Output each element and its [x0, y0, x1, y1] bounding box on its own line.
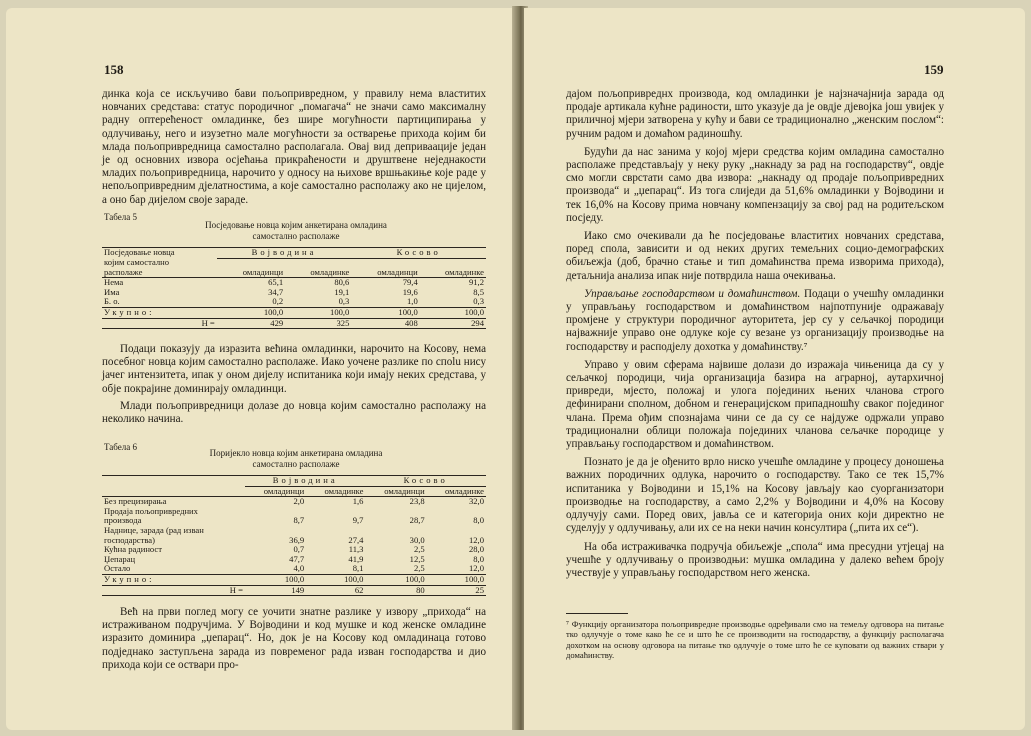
table6-n-row: [102, 585, 486, 596]
table5-sub-2: омладинци: [351, 268, 419, 278]
table5-cell: 100,0: [351, 308, 419, 319]
table6-row-label: Укупно:: [102, 574, 245, 585]
left-para4-text: Већ на први поглед могу се уочити знатне разлике у извору „прихода“ на истраживаном подручјима. У Војводини и код мушке и код женске омладине изразито доминира „џепарац“. Но, док је на Косову код омладинаца готово подједнако заступљена зарада из повременог рада изван господарства и дио прихода који се оствари про-: [102, 606, 486, 671]
table6-sub-0: омладинци: [245, 486, 306, 497]
table5-caption-line1: Посједовање новца којим анкетирана омладина: [205, 220, 387, 230]
table6-header-row: [102, 476, 486, 487]
table5-n-0: 429: [217, 318, 285, 329]
table6-cell: 2,5: [413, 563, 425, 574]
table5-row: [102, 297, 486, 307]
table5-caption: [156, 220, 436, 241]
table5-cell: 0,3: [473, 296, 484, 307]
table6-cell: 2,0: [293, 496, 305, 507]
table5-cell: 100,0: [285, 308, 351, 319]
table6-cell: 8,0: [473, 515, 484, 526]
table5-sub-0: омладинци: [217, 268, 285, 278]
table6-cell: 12,0: [468, 534, 484, 545]
table6-cell: 11,3: [348, 544, 364, 555]
right-para6-text: Познато је да је ођенито врло ниско учешће омладине у процесу доношења важних породичних одлука, нарочито о господарству. Тако се тек 15,7% испитаника у Војводини и 15,1% на Косову јављају као суорганизатори производње на господарству, а само 2,2% у Војводини и 4,0% на Косову одлучују сами. Поред ових, јавља се и категорија оних који директно не суделују у одлучивању, али их се на неки начин консултира („пита их се“).: [566, 456, 944, 535]
table6-row-label: производа: [104, 515, 142, 526]
table5-header-col2: којим самостално: [104, 257, 170, 268]
right-para5-text: Управо у овим сферама највише долази до изражаја чињеница да су у сељачкој породици, чија организација базира на аграрној, аутархичној привреди, мјесто, положај и улога појединих њених чланова строго дефинирани сполном, добном и генерацијском припадношћу сваког појединог члана. Према ођим спознајама чини се да су се најдуже одржали управо традиционални облици положаја појединих чланова сељачке породице у управљању господарством и домаћинством.: [566, 358, 944, 451]
table6-caption-line2: самостално располаже: [252, 458, 340, 469]
table6-cell: 2,5: [413, 544, 425, 555]
table6-sub-1: омладинке: [306, 486, 365, 497]
left-page: [6, 8, 518, 730]
table6-row-label: Без прецизирања: [104, 496, 167, 507]
right-para4: [566, 288, 944, 354]
left-para2-text: Подаци показују да изразита већина омладинки, нарочито на Косову, нема посебног новца којим самостално располаже. Иако уочене разлике по спolu нису јачег интензитета, ипак у оном дијелу испитаника који имају неких средстава, у обје покрајине доминирају омладинци.: [102, 343, 486, 395]
right-para7-text: На оба истраживачка подручја обиљежје „спола“ има пресудни утјецај на учешће у одлучивању о производњи: мушка омладина у далеко већем броју учествује у управљању господарством него женска.: [566, 540, 944, 579]
table5-subheader-row: [102, 268, 486, 278]
table6-row-label: Џепарац: [104, 553, 136, 564]
table5-sub-3: омладинке: [420, 268, 486, 278]
table6-cell: 23,8: [409, 496, 425, 507]
table6-cell: 28,7: [409, 515, 425, 526]
right-page: [524, 8, 1025, 730]
right-text-block: [566, 88, 944, 580]
table6-cell: 36,9: [289, 534, 305, 545]
table6-region1: Војводина: [245, 476, 365, 487]
table6-cell: 100,0: [427, 574, 486, 585]
table6-caption: [156, 448, 436, 469]
table6-row-label: Продаја пољопривредних: [104, 505, 198, 516]
table6-row-label: господарства): [104, 534, 155, 545]
table5-caption-line2: самостално располаже: [252, 230, 340, 241]
table6-cell: 0,7: [293, 544, 305, 555]
table5-row-label: Б. о.: [104, 296, 120, 307]
table6-n-3: 25: [427, 585, 486, 596]
table5-header-col3: располаже: [102, 268, 217, 278]
right-para1-text: дајом пољопривреднх производа, код омладинки је најзначајнија зарада од продаје артикала кућне радиности, што указује да је овдје дјевојка још увијек у приличној мјери затворена у кућу и бави се традиционално „женским послом“: ручним радом и домаћом радиношћу.: [566, 88, 944, 140]
table5-cell: 0,2: [272, 296, 284, 307]
table6-n-1: 62: [306, 585, 365, 596]
table5-cell: 79,4: [402, 277, 418, 288]
page-number-left: 158: [104, 62, 124, 77]
table5-n-row: [102, 318, 486, 329]
right-para4-text: Подаци о учешћу омладинки у управљању господарством и домаћинством најпотпуније одражавају промјене у структури породичног ауторитета, јер су у сељачкој породици најважније управо оне одлуке које су везане уз организацију производње на господарству и расподјелу дохотка у домаћинству.⁷: [566, 287, 944, 353]
left-para1-text: динка која се искључиво бави пољопривредном, у правилу нема властитих новчаних средстава: статус породичног „помагача“ не значи само максималну радну оптерећеност омладинке, без шире могућности партиципирања у одлучивању, него и изузетно мале могућности за остварење прихода којим би млада пољопривредница самостално располагала. Овај вид деприваације један је од основних извора осјећања прикраћености и друштвене неједнакости младих пољопривредница, нарочито у односу на њихове вршњакиње које раде у непољопривредним дјелатностима, а које самостално располажу ако не цијелом, а оно бар дијелом своје зараде.: [102, 88, 486, 206]
table5-row-label: Има: [104, 286, 120, 297]
table6-cell: 12,0: [468, 563, 484, 574]
right-para2-text: Будући да нас занима у којој мјери средства којим омладина самостално располаже представљају у неку руку „накнаду за рад на господарству“, овдје смо могли сврстати само два извора: „накнаду од продаје пољопривредних производа“ и „џепарац“. Из тога слиједи да 51,6% омладинки у Војводини и тек 16,0% на Косову прима новчану компензацију за свој рад на родитељском посједу.: [566, 145, 944, 224]
left-para3-text: Млади пољопривредници долазе до новца којим самостално располажу на неколико начина.: [102, 399, 486, 426]
table5-n-label: Н =: [102, 318, 217, 329]
footnote: ⁷ Функцију организатора пољопривредне производње одређивали смо на темељу одговора на питање тко одлучује о томе како ће се и што ће се производити на господарству, а функцију располагача дохотком на основу одговора на питање тко одлучује о томе што ће се куповати од важних ствари у домаћинству.: [566, 619, 944, 661]
table6-cell: 100,0: [306, 574, 365, 585]
table5-row: [102, 278, 486, 288]
table6-cell: 8,0: [473, 553, 484, 564]
right-para4-heading: Управљање господарством и домаћинством.: [584, 287, 801, 300]
table5: [102, 247, 486, 329]
table6-cell: 100,0: [245, 574, 306, 585]
table5-header-row2: [102, 258, 486, 268]
table5-label: Табела 5: [104, 212, 137, 222]
table6: [102, 475, 486, 596]
table6-n-0: 149: [245, 585, 306, 596]
table6-cell: 32,0: [468, 496, 484, 507]
table5-n-3: 294: [420, 318, 486, 329]
table6-row-label: Наднице, зарада (рад изван: [104, 524, 204, 535]
table6-cell: 30,0: [409, 534, 425, 545]
table6-cell: 9,7: [352, 515, 364, 526]
table5-cell: 91,2: [468, 277, 484, 288]
table5-n-2: 408: [351, 318, 419, 329]
table5-cell: 1,0: [407, 296, 418, 307]
table6-cell: 1,6: [352, 496, 364, 507]
table6-cell: 41,9: [348, 553, 364, 564]
table6-sub-2: омладинци: [365, 486, 426, 497]
table6-subheader-row: [102, 486, 486, 497]
table6-row-label: Кућна радиност: [104, 544, 163, 555]
table5-row: [102, 288, 486, 298]
footnote-divider: [566, 613, 628, 614]
left-paragraph-1: [102, 88, 486, 207]
table5-row-label: Нема: [104, 277, 124, 288]
table6-cell: 47,7: [289, 553, 305, 564]
table6-n-label: Н =: [102, 585, 245, 596]
table5-sub-1: омладинке: [285, 268, 351, 278]
table5-row-label: Укупно:: [102, 308, 217, 319]
table6-cell: 4,0: [293, 563, 305, 574]
table6-cell: 8,1: [352, 563, 364, 574]
table5-cell: 19,6: [402, 286, 418, 297]
table6-n-2: 80: [365, 585, 426, 596]
table6-region2: Косово: [365, 476, 486, 487]
right-para3-text: Иако смо очекивали да ће посједовање властитих новчаних средстава, поред спола, зависити и од неких других темељних социо-демографских обиљежја (доб, брачно стање и тип домаћинства према изворима прихода), детаљнија анализа ипак није потврдила наша очекивања.: [566, 230, 944, 282]
table5-cell: 34,7: [268, 286, 284, 297]
left-paragraph-4: [102, 606, 486, 672]
table5-n-1: 325: [285, 318, 351, 329]
table6-row: [102, 564, 486, 574]
page-number-right: 159: [924, 62, 944, 77]
table5-cell: 0,3: [338, 296, 350, 307]
table5-cell: 65,1: [268, 277, 284, 288]
table5-region1: Војводина: [217, 248, 352, 259]
table5-cell: 80,6: [334, 277, 350, 288]
table6-cell: 8,7: [293, 515, 305, 526]
table5-region2: Косово: [351, 248, 486, 259]
table6-row-label: Остало: [104, 563, 131, 574]
table5-header-col: Посједовање новца: [102, 248, 217, 259]
table6-sub-3: омладинке: [427, 486, 486, 497]
table6-label: Табела 6: [104, 442, 137, 452]
table5-cell: 8,5: [473, 286, 484, 297]
table6-cell: 28,0: [468, 544, 484, 555]
table6-caption-line1: Поријекло новца којим анкетирана омладина: [209, 448, 383, 458]
table6-cell: 100,0: [365, 574, 426, 585]
table5-row: [102, 308, 486, 319]
table5-cell: 19,1: [334, 286, 350, 297]
table6-cell: 12,5: [409, 553, 425, 564]
table6-row: [102, 574, 486, 585]
table6-cell: 27,4: [348, 534, 364, 545]
table5-cell: 100,0: [217, 308, 285, 319]
table5-cell: 100,0: [420, 308, 486, 319]
left-paragraph-2: [102, 343, 486, 426]
